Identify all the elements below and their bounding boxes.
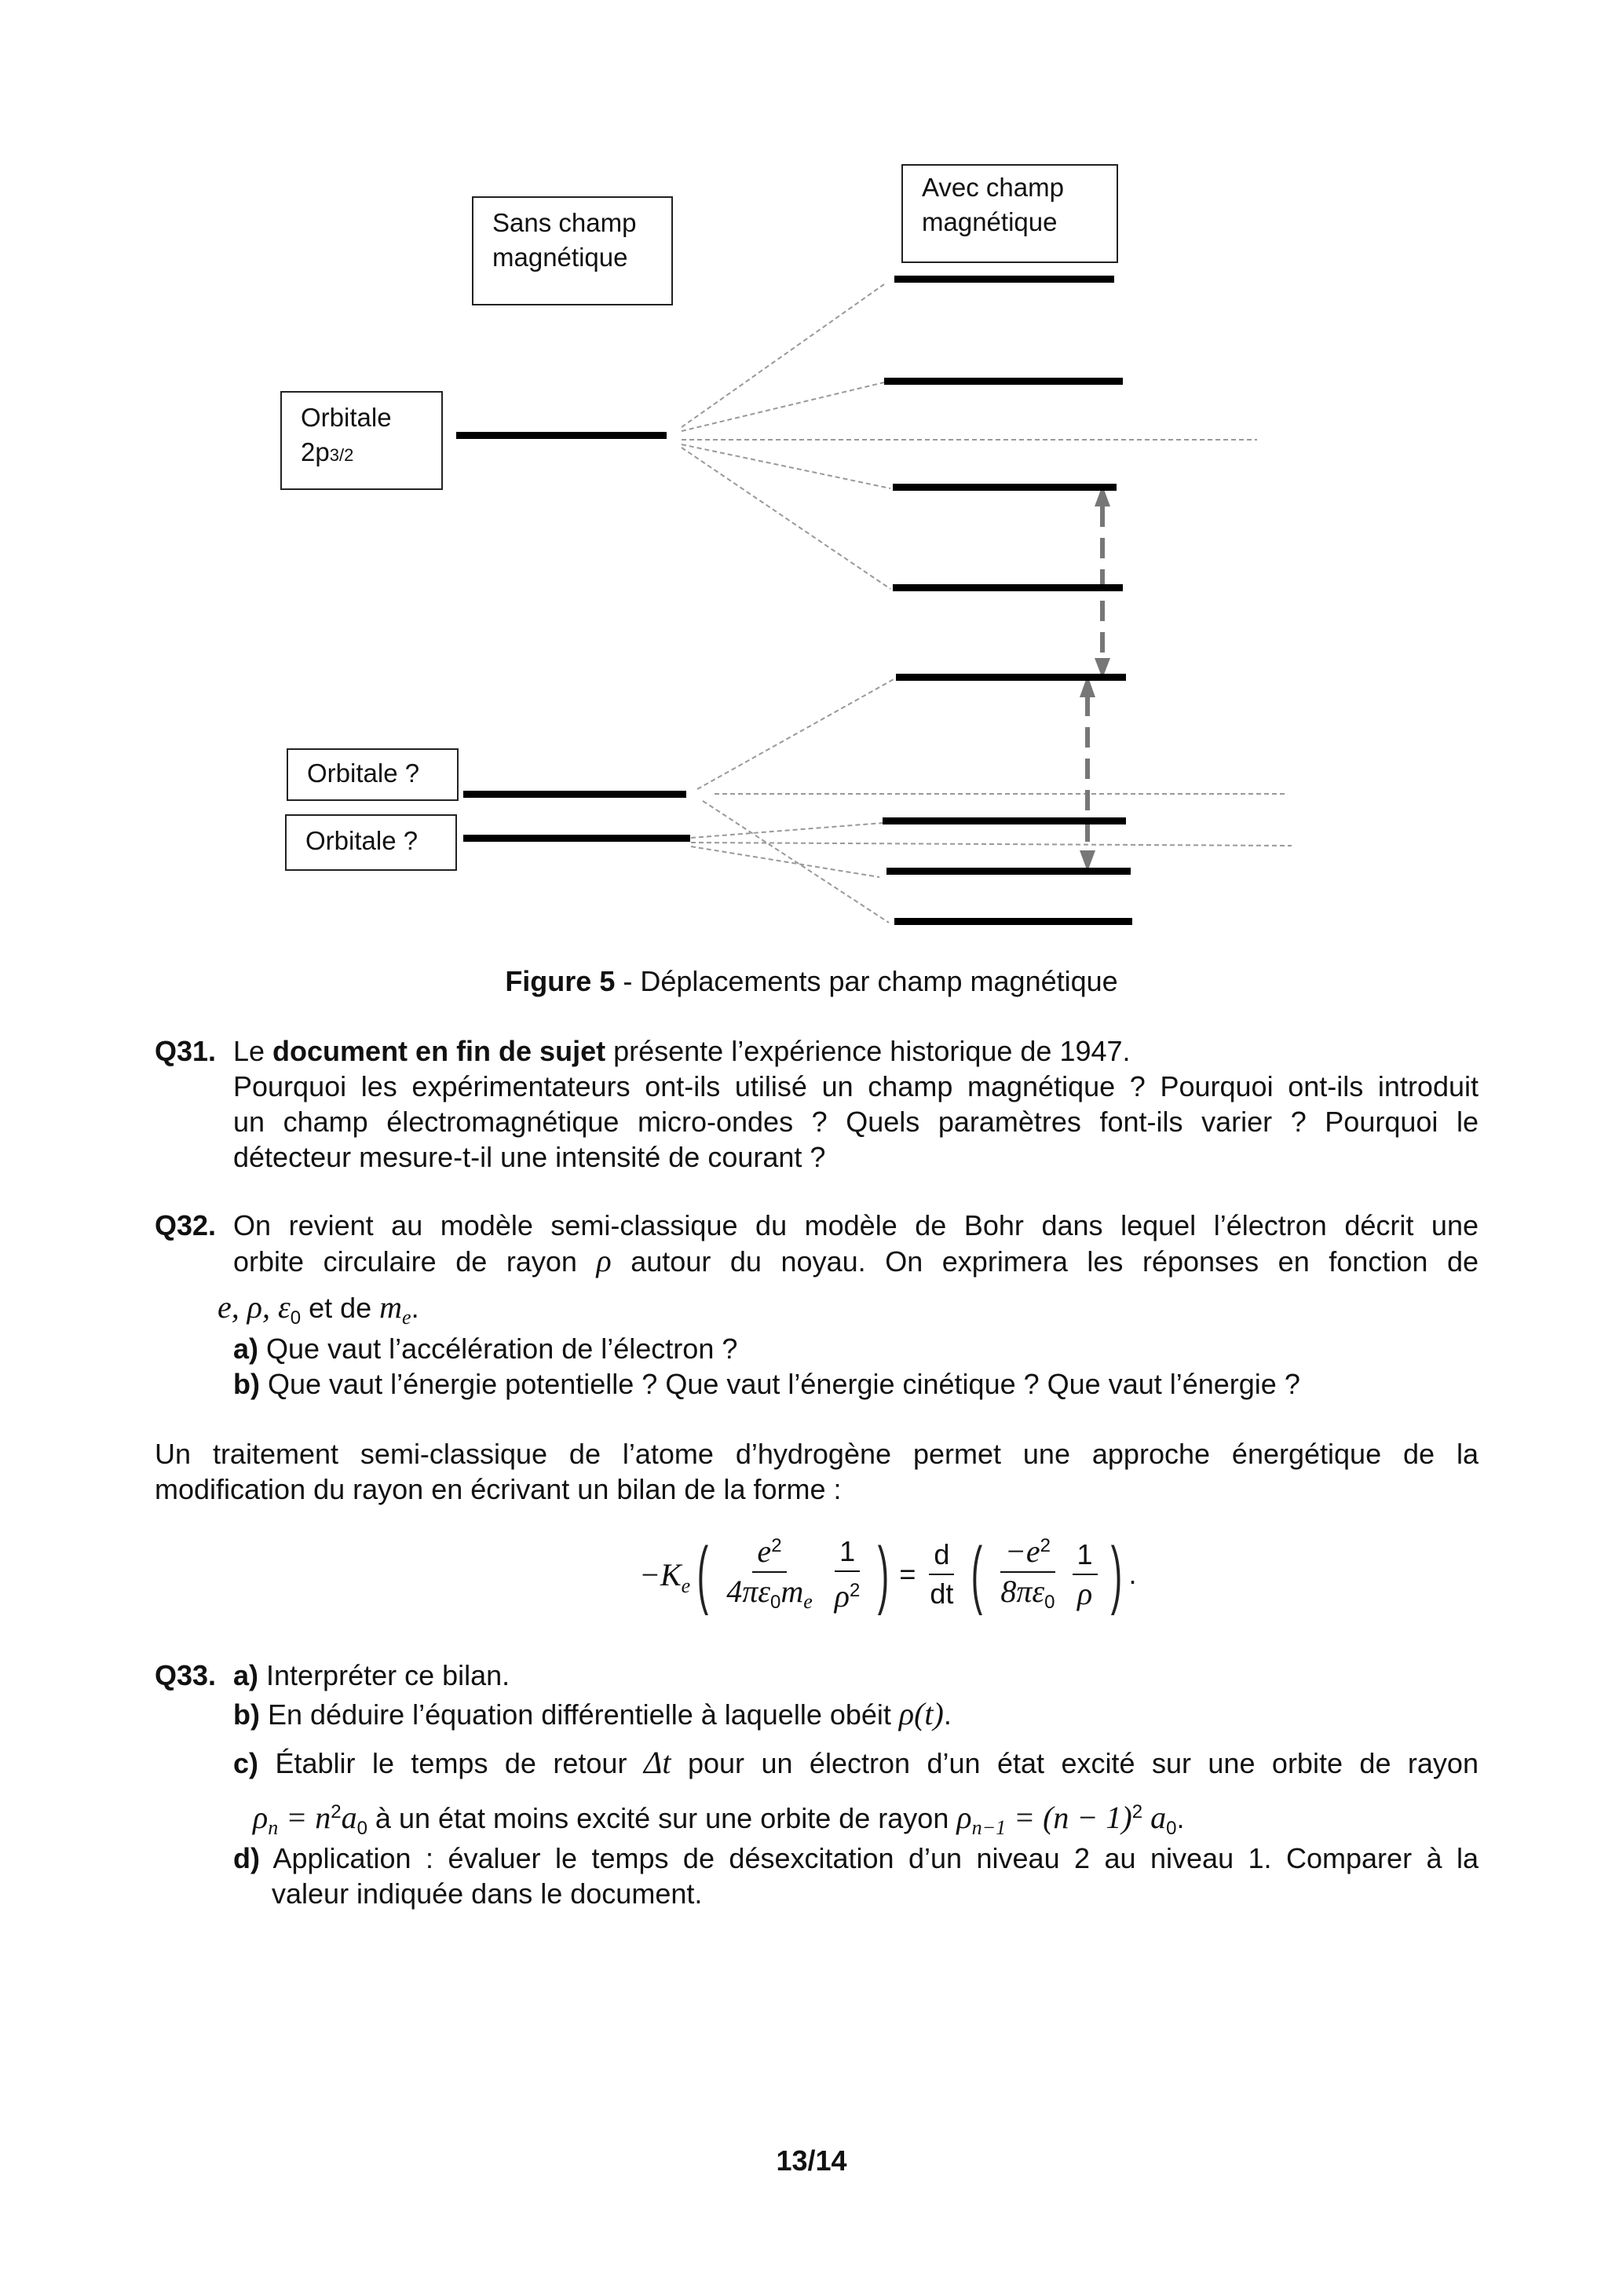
item-label: c) [233, 1747, 259, 1779]
level-split [893, 584, 1123, 591]
fraction [996, 1530, 1059, 1618]
bold-text: document en fin de sujet [272, 1035, 606, 1067]
connector-line [691, 846, 879, 877]
energy-balance-equation [639, 1523, 1137, 1625]
paragraph-line: modification du rayon en écrivant un bilan de la forme : [155, 1473, 842, 1505]
text: . [943, 1698, 952, 1731]
eq-term: 4πε [726, 1573, 770, 1609]
q31-line: Pourquoi les expérimentateurs ont-ils utilisé un champ magnétique ? Pourquoi ont-ils introduit [233, 1070, 1479, 1102]
text: présente l’expérience historique de 1947. [605, 1035, 1131, 1067]
eq-sup: 2 [771, 1534, 782, 1556]
text: orbite circulaire de rayon [233, 1245, 597, 1278]
item-label: a) [233, 1333, 259, 1365]
q33-c [233, 1745, 1479, 1780]
question-label-q32: Q32. [155, 1209, 217, 1241]
level-split [893, 484, 1117, 491]
eq-term: −e [1004, 1533, 1040, 1569]
eq-sup: 2 [1040, 1534, 1051, 1556]
math-mass: m [379, 1289, 403, 1325]
q32-a [233, 1331, 737, 1366]
q31-line [233, 1033, 1131, 1069]
math-sub: n−1 [971, 1816, 1007, 1840]
eq-period: . [1128, 1558, 1137, 1590]
math-delta-t: Δt [643, 1745, 671, 1780]
reference-line [691, 843, 1292, 846]
math-vars: e, ρ, ε [217, 1289, 291, 1325]
label-line: magnétique [922, 207, 1058, 236]
level-split [894, 918, 1132, 925]
math: = n [278, 1800, 331, 1835]
text: à un état moins excité sur une orbite de rayon [367, 1802, 957, 1834]
level-2p-unsplit [456, 432, 667, 439]
caption-text: - Déplacements par champ magnétique [615, 965, 1118, 997]
text: Le [233, 1035, 273, 1067]
fraction [925, 1539, 958, 1610]
fraction [722, 1530, 817, 1618]
label-line: Orbitale [301, 403, 392, 432]
level-unknown-1 [463, 791, 686, 798]
eq-term: 8πε [1000, 1573, 1045, 1609]
math-sup: 2 [1131, 1801, 1143, 1823]
paren-close: ) [878, 1532, 890, 1616]
q32-line [217, 1289, 419, 1329]
paren-close: ) [1110, 1532, 1122, 1616]
q32-line: On revient au modèle semi-classique du modèle de Bohr dans lequel l’électron décrit une [233, 1209, 1479, 1241]
math: a [341, 1800, 357, 1835]
orbital-subscript: 3/2 [329, 445, 354, 465]
math-rho-t: ρ(t) [898, 1696, 944, 1731]
item-label: b) [233, 1698, 260, 1731]
text: et de [301, 1292, 380, 1324]
label-line: magnétique [492, 243, 628, 272]
level-split [883, 817, 1126, 824]
level-split [894, 276, 1114, 283]
question-label-q33: Q33. [155, 1659, 217, 1691]
level-split [886, 868, 1131, 875]
question-label-q31: Q31. [155, 1035, 217, 1067]
q31-line: détecteur mesure-t-il une intensité de courant ? [233, 1141, 826, 1173]
connector-line [691, 823, 883, 838]
paren-open: ( [971, 1532, 983, 1616]
fraction [830, 1536, 865, 1613]
level-split [884, 378, 1123, 385]
item-label: b) [233, 1368, 260, 1400]
math-subscript: 0 [290, 1307, 302, 1329]
label-line: Orbitale ? [307, 759, 420, 788]
text: . [1176, 1802, 1185, 1834]
connector-line [682, 444, 890, 488]
text: pour un électron d’un état excité sur une orbite de rayon [687, 1747, 1479, 1779]
eq-term: 1 [1073, 1539, 1098, 1575]
math-sub: n [268, 1816, 279, 1840]
math-rho: ρ [596, 1243, 612, 1278]
math: ρ [253, 1800, 269, 1835]
text: Interpréter ce bilan. [258, 1659, 510, 1691]
fraction [1073, 1539, 1098, 1610]
eq-sub: 0 [1044, 1592, 1055, 1614]
q33-a [233, 1658, 510, 1693]
math: = (n − 1) [1006, 1800, 1132, 1835]
q33-d-line2: valeur indiquée dans le document. [272, 1877, 703, 1910]
energy-diagram-lines [0, 0, 1623, 982]
connector-line [682, 284, 884, 427]
page-number: 13/14 [776, 2144, 847, 2177]
eq-sup: 2 [850, 1580, 861, 1601]
caption-label: Figure 5 [505, 965, 616, 997]
eq-term: m [780, 1573, 804, 1609]
connector-line [697, 678, 895, 789]
q32-line [233, 1243, 1479, 1278]
q33-b [233, 1696, 952, 1731]
eq-term: e [757, 1533, 772, 1569]
eq-sub: e [803, 1590, 813, 1614]
math-sub: 0 [1166, 1818, 1177, 1840]
q33-c-line2 [253, 1794, 1185, 1840]
text: En déduire l’équation différentielle à laquelle obéit [259, 1698, 899, 1731]
eq-term: 1 [835, 1536, 860, 1572]
paren-open: ( [697, 1532, 709, 1616]
q31-line: un champ électromagnétique micro-ondes ? Quels paramètres font-ils varier ? Pourquoi le [233, 1106, 1479, 1138]
eq-term: dt [930, 1578, 954, 1610]
q33-d [233, 1841, 1479, 1876]
text: . [411, 1292, 419, 1324]
item-label: a) [233, 1659, 259, 1691]
orbital-name: 2p [301, 437, 330, 466]
eq-term: −K [639, 1556, 682, 1592]
eq-term: d [929, 1539, 954, 1575]
math-sub: 0 [356, 1818, 367, 1840]
paragraph-line: Un traitement semi-classique de l’atome d’hydrogène permet une approche énergétique de la [155, 1438, 1479, 1470]
text: autour du noyau. On exprimera les réponses en fonction de [631, 1245, 1479, 1278]
eq-term: ρ [834, 1578, 850, 1614]
q32-b [233, 1366, 1300, 1402]
math: ρ [956, 1800, 972, 1835]
math: a [1142, 1800, 1167, 1835]
item-label: d) [233, 1842, 260, 1874]
math-sup: 2 [331, 1801, 342, 1823]
connector-line [703, 801, 889, 923]
eq-sub: 0 [770, 1592, 781, 1614]
connector-line [682, 382, 884, 431]
text: Établir le temps de retour [258, 1747, 644, 1779]
connector-line [682, 448, 890, 589]
eq-subscript: e [681, 1574, 691, 1597]
level-unknown-2 [463, 835, 690, 842]
eq-term: ρ [1077, 1576, 1093, 1611]
level-split [896, 674, 1126, 681]
label-line: Avec champ [922, 173, 1064, 202]
figure-caption [0, 963, 1623, 999]
text: Que vaut l’accélération de l’électron ? [258, 1333, 738, 1365]
eq-equals: = [899, 1558, 916, 1590]
text: Que vaut l’énergie potentielle ? Que vaut l’énergie cinétique ? Que vaut l’énergie ? [259, 1368, 1300, 1400]
text: Application : évaluer le temps de désexcitation d’un niveau 2 au niveau 1. Comparer à la [259, 1842, 1479, 1874]
label-line: Orbitale ? [305, 826, 419, 855]
math-subscript: e [402, 1306, 411, 1329]
label-line: Sans champ [492, 208, 637, 237]
